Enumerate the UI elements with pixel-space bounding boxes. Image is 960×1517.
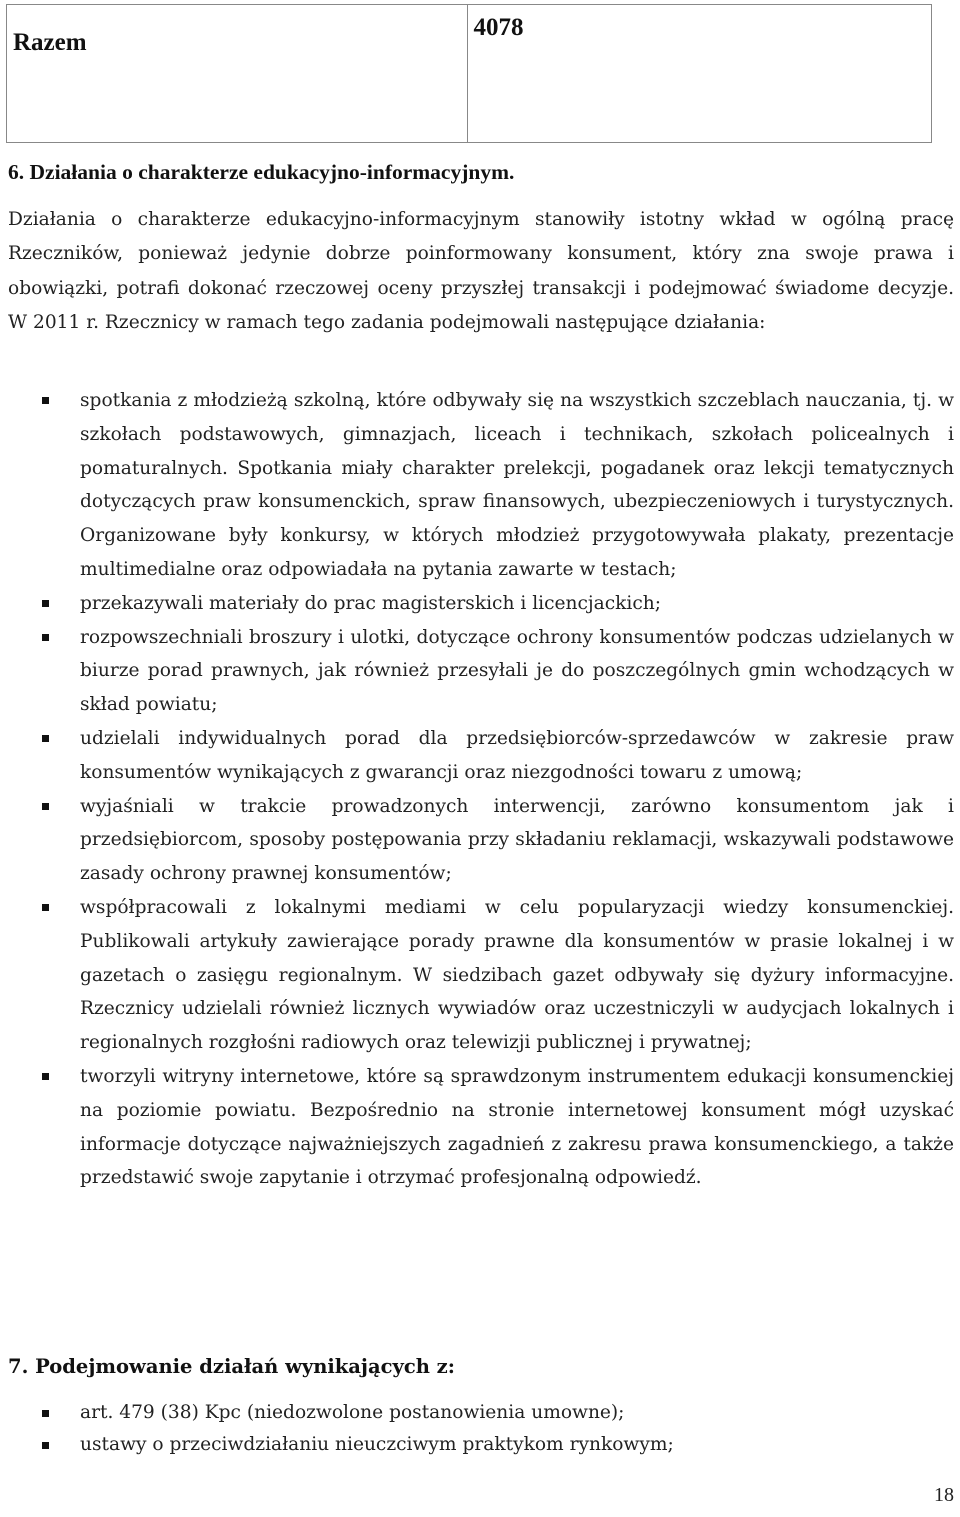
list-item xyxy=(0,621,954,722)
page-number: 18 xyxy=(934,1484,954,1506)
square-bullet-icon xyxy=(42,735,49,742)
section-7-bullet-list xyxy=(0,1397,954,1461)
list-item xyxy=(0,722,954,790)
list-item xyxy=(0,1429,954,1461)
list-item-text: spotkania z młodzieżą szkolną, które odbywały się na wszystkich szczeblach nauczania, tj. w szkołach podstawowych, gimnazjach, liceach i technikach, szkołach policealnych i pomaturalnych. Spotkania miały charakter prelekcji, pogadanek oraz lekcji tematycznych dotyczących praw konsumenckich, spraw finansowych, ubezpieczeniowych i turystycznych. Organizowane były konkursy, w których młodzież przygotowywała plakaty, prezentacje multimedialne oraz odpowiadała na pytania zawarte w testach; xyxy=(80,390,954,580)
list-item-text: współpracowali z lokalnymi mediami w celu popularyzacji wiedzy konsumenckiej. Publikowali artykuły zawierające porady prawne dla konsumentów w prasie lokalnej i w gazetach o zasięgu regionalnym. W siedzibach gazet odbywały się dyżury informacyjne. Rzecznicy udzielali również licznych wywiadów oraz uczestniczyli w audycjach lokalnych i regionalnych rozgłośni radiowych oraz telewizji publicznej i prywatnej; xyxy=(80,896,954,1054)
square-bullet-icon xyxy=(42,634,49,641)
list-item-text: art. 479 (38) Kpc (niedozwolone postanowienia umowne); xyxy=(80,1402,625,1423)
summary-value-cell xyxy=(467,5,931,143)
list-item xyxy=(0,891,954,1060)
list-item xyxy=(0,790,954,891)
list-item-text: udzielali indywidualnych porad dla przedsiębiorców-sprzedawców w zakresie praw konsumentów wynikających z gwarancji oraz niezgodności towaru z umową; xyxy=(80,727,954,783)
square-bullet-icon xyxy=(42,1073,49,1080)
section-6-heading: 6. Działania o charakterze edukacyjno-informacyjnym. xyxy=(8,160,515,184)
summary-label-cell xyxy=(7,5,468,143)
square-bullet-icon xyxy=(42,803,49,810)
summary-value: 4078 xyxy=(473,14,524,41)
square-bullet-icon xyxy=(42,1442,49,1449)
list-item-text: wyjaśniali w trakcie prowadzonych interwencji, zarówno konsumentom jak i przedsiębiorcom, sposoby postępowania przy składaniu reklamacji, wskazywali podstawowe zasady ochrony prawnej konsumentów; xyxy=(80,795,954,885)
square-bullet-icon xyxy=(42,904,49,911)
list-item xyxy=(0,1060,954,1195)
list-item-text: rozpowszechniali broszury i ulotki, dotyczące ochrony konsumentów podczas udzielanych w biurze porad prawnych, jak również przesyłali je do poszczególnych gmin wchodzących w skład powiatu; xyxy=(80,626,954,716)
list-item xyxy=(0,384,954,587)
list-item-text: ustawy o przeciwdziałaniu nieuczciwym praktykom rynkowym; xyxy=(80,1434,674,1455)
square-bullet-icon xyxy=(42,1410,49,1417)
summary-label: Razem xyxy=(13,29,87,56)
section-6-intro: Działania o charakterze edukacyjno-informacyjnym stanowiły istotny wkład w ogólną pracę Rzeczników, ponieważ jedynie dobrze poinformowany konsument, który zna swoje prawa i obowiązki, potrafi dokonać rzeczowej oceny przyszłej transakcji i podejmować świadome decyzje. W 2011 r. Rzecznicy w ramach tego zadania podejmowali następujące działania: xyxy=(8,209,954,334)
list-item xyxy=(0,587,954,621)
square-bullet-icon xyxy=(42,397,49,404)
list-item-text: tworzyli witryny internetowe, które są sprawdzonym instrumentem edukacji konsumenckiej na poziomie powiatu. Bezpośrednio na stronie internetowej konsument mógł uzyskać informacje dotyczące najważniejszych zagadnień z zakresu prawa konsumenckiego, a także przedstawić swoje zapytanie i otrzymać profesjonalną odpowiedź. xyxy=(80,1065,954,1189)
section-7-heading: 7. Podejmowanie działań wynikających z: xyxy=(8,1355,455,1378)
square-bullet-icon xyxy=(42,600,49,607)
section-6-bullet-list xyxy=(0,384,954,1195)
list-item xyxy=(0,1397,954,1429)
summary-table xyxy=(6,4,932,143)
list-item-text: przekazywali materiały do prac magisterskich i licencjackich; xyxy=(80,592,662,614)
